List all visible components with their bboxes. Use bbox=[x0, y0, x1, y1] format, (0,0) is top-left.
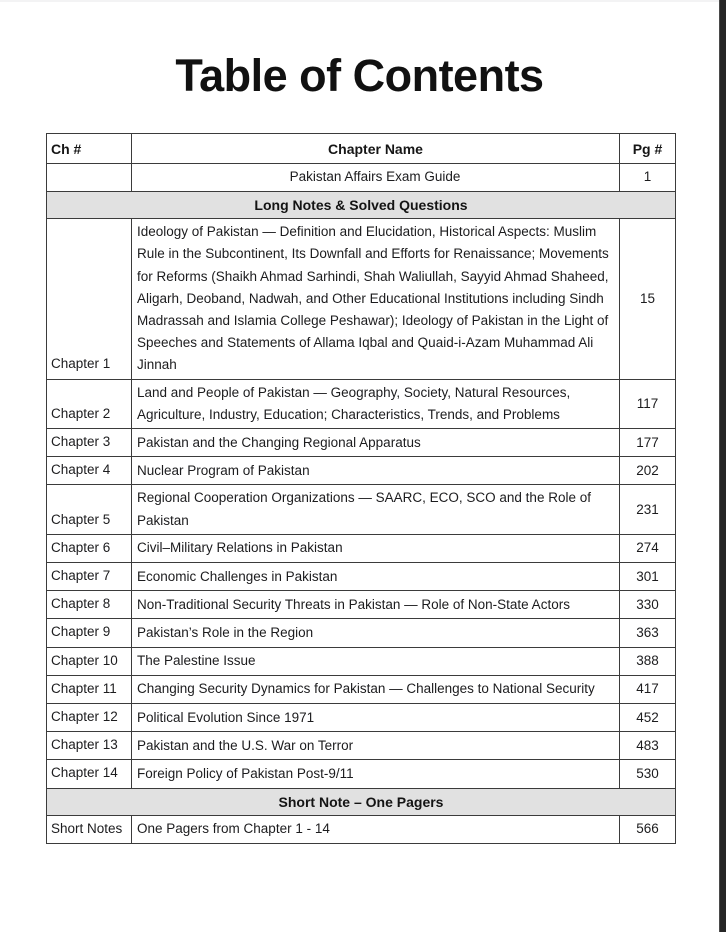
chapter-name-cell: Changing Security Dynamics for Pakistan — Challenges to National Security bbox=[132, 675, 620, 703]
chapter-name-cell: One Pagers from Chapter 1 - 14 bbox=[132, 815, 620, 843]
page-number-cell: 1 bbox=[620, 164, 676, 192]
toc-row bbox=[47, 379, 676, 428]
page-number-cell: 452 bbox=[620, 704, 676, 732]
chapter-number-cell: Chapter 10 bbox=[47, 647, 132, 675]
chapter-name-cell: Ideology of Pakistan — Definition and Elucidation, Historical Aspects: Muslim Rule in the Subcontinent, Its Downfall and Efforts for Renaissance; Movements for Reforms (Shaikh Ahmad Sarhindi, Shah Waliullah, Sayyid Ahmad Shaheed, Aligarh, Deoband, Nadwah, and Other Educational Institutions including Sindh Madrassah and Islamia College Peshawar); Ideology of Pakistan in the Light of Speeches and Statements of Allama Iqbal and Quaid-i-Azam Muhammad Ali Jinnah bbox=[132, 219, 620, 379]
page-edge-strip bbox=[719, 0, 726, 932]
chapter-name-cell: Regional Cooperation Organizations — SAARC, ECO, SCO and the Role of Pakistan bbox=[132, 485, 620, 534]
toc-row bbox=[47, 534, 676, 562]
chapter-number-cell: Chapter 11 bbox=[47, 675, 132, 703]
toc-row bbox=[47, 704, 676, 732]
section-row bbox=[47, 788, 676, 815]
toc-row bbox=[47, 485, 676, 534]
toc-table bbox=[46, 133, 676, 844]
page-number-cell: 117 bbox=[620, 379, 676, 428]
page-number-cell: 231 bbox=[620, 485, 676, 534]
chapter-number-cell: Chapter 6 bbox=[47, 534, 132, 562]
chapter-number-cell: Chapter 12 bbox=[47, 704, 132, 732]
toc-row bbox=[47, 647, 676, 675]
chapter-name-cell: Pakistan’s Role in the Region bbox=[132, 619, 620, 647]
page-number-cell: 301 bbox=[620, 563, 676, 591]
chapter-number-cell bbox=[47, 164, 132, 192]
chapter-name-cell: Pakistan Affairs Exam Guide bbox=[132, 164, 620, 192]
toc-row bbox=[47, 675, 676, 703]
toc-row bbox=[47, 591, 676, 619]
header-chapter-name: Chapter Name bbox=[132, 134, 620, 164]
chapter-number-cell: Chapter 3 bbox=[47, 429, 132, 457]
page-number-cell: 530 bbox=[620, 760, 676, 788]
section-label: Short Note – One Pagers bbox=[47, 788, 676, 815]
toc-row bbox=[47, 219, 676, 379]
toc-row bbox=[47, 732, 676, 760]
chapter-number-cell: Chapter 13 bbox=[47, 732, 132, 760]
chapter-number-cell: Chapter 1 bbox=[47, 219, 132, 379]
page-number-cell: 274 bbox=[620, 534, 676, 562]
section-label: Long Notes & Solved Questions bbox=[47, 192, 676, 219]
chapter-name-cell: Pakistan and the Changing Regional Apparatus bbox=[132, 429, 620, 457]
page-number-cell: 388 bbox=[620, 647, 676, 675]
toc-row bbox=[47, 429, 676, 457]
chapter-number-cell: Short Notes bbox=[47, 815, 132, 843]
page-number-cell: 483 bbox=[620, 732, 676, 760]
chapter-name-cell: Pakistan and the U.S. War on Terror bbox=[132, 732, 620, 760]
page-title: Table of Contents bbox=[175, 50, 544, 101]
chapter-number-cell: Chapter 4 bbox=[47, 457, 132, 485]
toc-table-body bbox=[47, 164, 676, 844]
chapter-number-cell: Chapter 9 bbox=[47, 619, 132, 647]
section-row bbox=[47, 192, 676, 219]
chapter-number-cell: Chapter 5 bbox=[47, 485, 132, 534]
window-top-edge bbox=[0, 0, 726, 2]
page-number-cell: 417 bbox=[620, 675, 676, 703]
page-number-cell: 566 bbox=[620, 815, 676, 843]
header-page-number: Pg # bbox=[620, 134, 676, 164]
page-number-cell: 330 bbox=[620, 591, 676, 619]
toc-header-row bbox=[47, 134, 676, 164]
chapter-number-cell: Chapter 8 bbox=[47, 591, 132, 619]
toc-row bbox=[47, 760, 676, 788]
toc-row bbox=[47, 457, 676, 485]
header-ch-number: Ch # bbox=[47, 134, 132, 164]
chapter-name-cell: Nuclear Program of Pakistan bbox=[132, 457, 620, 485]
toc-row bbox=[47, 815, 676, 843]
page-number-cell: 363 bbox=[620, 619, 676, 647]
chapter-name-cell: Land and People of Pakistan — Geography, Society, Natural Resources, Agriculture, Industry, Education; Characteristics, Trends, and Problems bbox=[132, 379, 620, 428]
toc-row bbox=[47, 619, 676, 647]
page-number-cell: 15 bbox=[620, 219, 676, 379]
toc-row bbox=[47, 164, 676, 192]
chapter-name-cell: Non-Traditional Security Threats in Pakistan — Role of Non-State Actors bbox=[132, 591, 620, 619]
chapter-number-cell: Chapter 7 bbox=[47, 563, 132, 591]
page-number-cell: 202 bbox=[620, 457, 676, 485]
chapter-number-cell: Chapter 14 bbox=[47, 760, 132, 788]
chapter-name-cell: The Palestine Issue bbox=[132, 647, 620, 675]
chapter-name-cell: Political Evolution Since 1971 bbox=[132, 704, 620, 732]
toc-row bbox=[47, 563, 676, 591]
chapter-number-cell: Chapter 2 bbox=[47, 379, 132, 428]
page-number-cell: 177 bbox=[620, 429, 676, 457]
chapter-name-cell: Civil–Military Relations in Pakistan bbox=[132, 534, 620, 562]
chapter-name-cell: Economic Challenges in Pakistan bbox=[132, 563, 620, 591]
chapter-name-cell: Foreign Policy of Pakistan Post-9/11 bbox=[132, 760, 620, 788]
